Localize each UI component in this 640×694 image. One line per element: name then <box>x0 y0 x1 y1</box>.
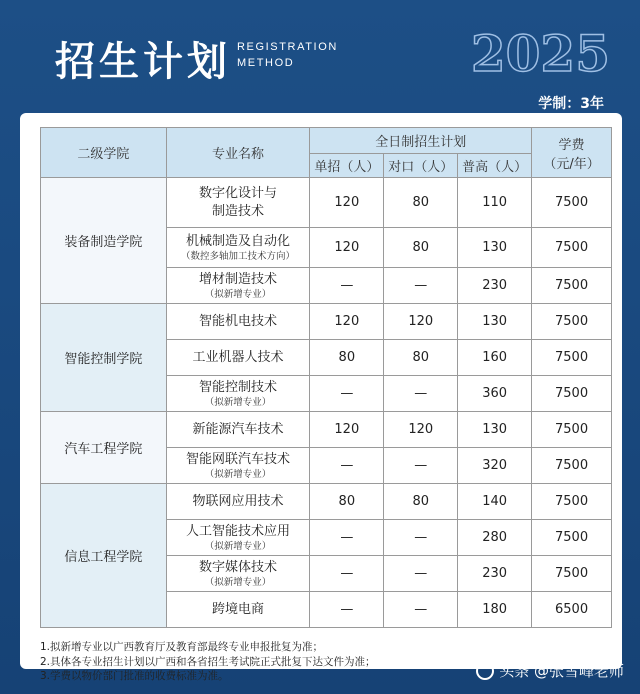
college-name-cell: 装备制造学院 <box>41 178 167 304</box>
single-cell: — <box>310 592 384 628</box>
major-cell <box>166 520 310 556</box>
fee-cell: 7500 <box>532 178 612 228</box>
footnotes <box>40 640 376 684</box>
major-cell <box>166 448 310 484</box>
fee-cell: 7500 <box>532 520 612 556</box>
header-fee-label: 学费 <box>558 137 585 153</box>
counterpart-cell: 80 <box>384 228 458 268</box>
page-subtitle <box>237 39 338 71</box>
general-cell: 180 <box>458 592 532 628</box>
major-cell <box>166 178 310 228</box>
major-name: 智能网联汽车技术 <box>186 452 291 468</box>
footnote-2: 2.具体各专业招生计划以广西和各省招生考试院正式批复下达文件为准； <box>40 655 376 668</box>
general-cell: 130 <box>458 304 532 340</box>
counterpart-cell: 120 <box>384 304 458 340</box>
header-general: 普高（人） <box>458 154 532 178</box>
table-body <box>41 178 612 628</box>
header-fee-unit: （元/年） <box>543 156 600 172</box>
major-name: 增材制造技术 <box>199 272 278 288</box>
major-note: （拟新增专业） <box>204 576 272 588</box>
fee-cell: 6500 <box>532 592 612 628</box>
header-fee <box>532 128 612 178</box>
single-cell: 120 <box>310 304 384 340</box>
fee-cell: 7500 <box>532 268 612 304</box>
major-name: 跨境电商 <box>212 601 265 617</box>
major-name: 数字化设计与 <box>199 185 278 201</box>
subtitle-line-2: METHOD <box>237 57 295 69</box>
year-label: 2025 <box>470 24 610 83</box>
fee-cell: 7500 <box>532 228 612 268</box>
major-note: （拟新增专业） <box>204 396 272 408</box>
general-cell: 360 <box>458 376 532 412</box>
fee-cell: 7500 <box>532 304 612 340</box>
counterpart-cell: 80 <box>384 340 458 376</box>
major-note: （拟新增专业） <box>204 288 272 300</box>
single-cell: 120 <box>310 178 384 228</box>
footnote-1: 1.拟新增专业以广西教育厅及教育部最终专业申报批复为准； <box>40 641 324 653</box>
college-name-cell: 汽车工程学院 <box>41 412 167 484</box>
major-name: 智能控制技术 <box>199 380 278 396</box>
single-cell: — <box>310 520 384 556</box>
major-note: （拟新增专业） <box>204 540 272 552</box>
major-cell <box>166 556 310 592</box>
counterpart-cell: — <box>384 556 458 592</box>
counterpart-cell: 120 <box>384 412 458 448</box>
major-cell <box>166 340 310 376</box>
counterpart-cell: — <box>384 520 458 556</box>
major-name: 数字媒体技术 <box>199 560 278 576</box>
major-cell <box>166 228 310 268</box>
fee-cell: 7500 <box>532 340 612 376</box>
fee-cell: 7500 <box>532 448 612 484</box>
major-name: 工业机器人技术 <box>192 349 284 365</box>
general-cell: 230 <box>458 556 532 592</box>
footnote-3: 3.学费以物价部门批准的收费标准为准。 <box>40 670 229 682</box>
major-name: 人工智能技术应用 <box>186 524 291 540</box>
major-name: 智能机电技术 <box>199 313 278 329</box>
general-cell: 280 <box>458 520 532 556</box>
enrollment-table <box>40 127 612 628</box>
major-cell <box>166 376 310 412</box>
major-cell <box>166 412 310 448</box>
counterpart-cell: 80 <box>384 484 458 520</box>
fee-cell: 7500 <box>532 412 612 448</box>
watermark <box>476 660 624 681</box>
general-cell: 130 <box>458 228 532 268</box>
major-name: 物联网应用技术 <box>192 493 284 509</box>
header <box>0 0 640 118</box>
major-name: 机械制造及自动化 <box>186 234 291 250</box>
single-cell: — <box>310 448 384 484</box>
table-row <box>41 412 612 448</box>
general-cell: 230 <box>458 268 532 304</box>
single-cell: 120 <box>310 228 384 268</box>
general-cell: 110 <box>458 178 532 228</box>
table-row <box>41 484 612 520</box>
single-cell: 80 <box>310 484 384 520</box>
header-single: 单招（人） <box>310 154 384 178</box>
counterpart-cell: — <box>384 376 458 412</box>
major-cell <box>166 592 310 628</box>
header-plan-group: 全日制招生计划 <box>310 128 532 154</box>
college-name-cell: 智能控制学院 <box>41 304 167 412</box>
general-cell: 130 <box>458 412 532 448</box>
major-note: （数控多轴加工技术方向） <box>181 250 296 262</box>
counterpart-cell: — <box>384 592 458 628</box>
major-cell <box>166 268 310 304</box>
table-row <box>41 178 612 228</box>
single-cell: 80 <box>310 340 384 376</box>
major-cell <box>166 484 310 520</box>
college-name-cell: 信息工程学院 <box>41 484 167 628</box>
single-cell: — <box>310 556 384 592</box>
header-counterpart: 对口（人） <box>384 154 458 178</box>
subtitle-line-1: REGISTRATION <box>237 41 338 53</box>
single-cell: — <box>310 376 384 412</box>
watermark-icon <box>476 662 494 680</box>
major-name: 新能源汽车技术 <box>192 421 284 437</box>
major-note: （拟新增专业） <box>204 468 272 480</box>
header-major: 专业名称 <box>166 128 310 178</box>
duration-label: 学制：3年 <box>538 96 604 112</box>
major-name-line-2: 制造技术 <box>212 203 265 219</box>
major-cell <box>166 304 310 340</box>
counterpart-cell: 80 <box>384 178 458 228</box>
fee-cell: 7500 <box>532 484 612 520</box>
general-cell: 140 <box>458 484 532 520</box>
fee-cell: 7500 <box>532 556 612 592</box>
single-cell: 120 <box>310 412 384 448</box>
counterpart-cell: — <box>384 448 458 484</box>
general-cell: 160 <box>458 340 532 376</box>
single-cell: — <box>310 268 384 304</box>
table-row <box>41 304 612 340</box>
counterpart-cell: — <box>384 268 458 304</box>
page-title: 招生计划 <box>55 39 231 85</box>
fee-cell: 7500 <box>532 376 612 412</box>
general-cell: 320 <box>458 448 532 484</box>
watermark-text: 头条 @张雪峰老师 <box>499 662 624 680</box>
content-panel <box>20 113 622 669</box>
header-college: 二级学院 <box>41 128 167 178</box>
